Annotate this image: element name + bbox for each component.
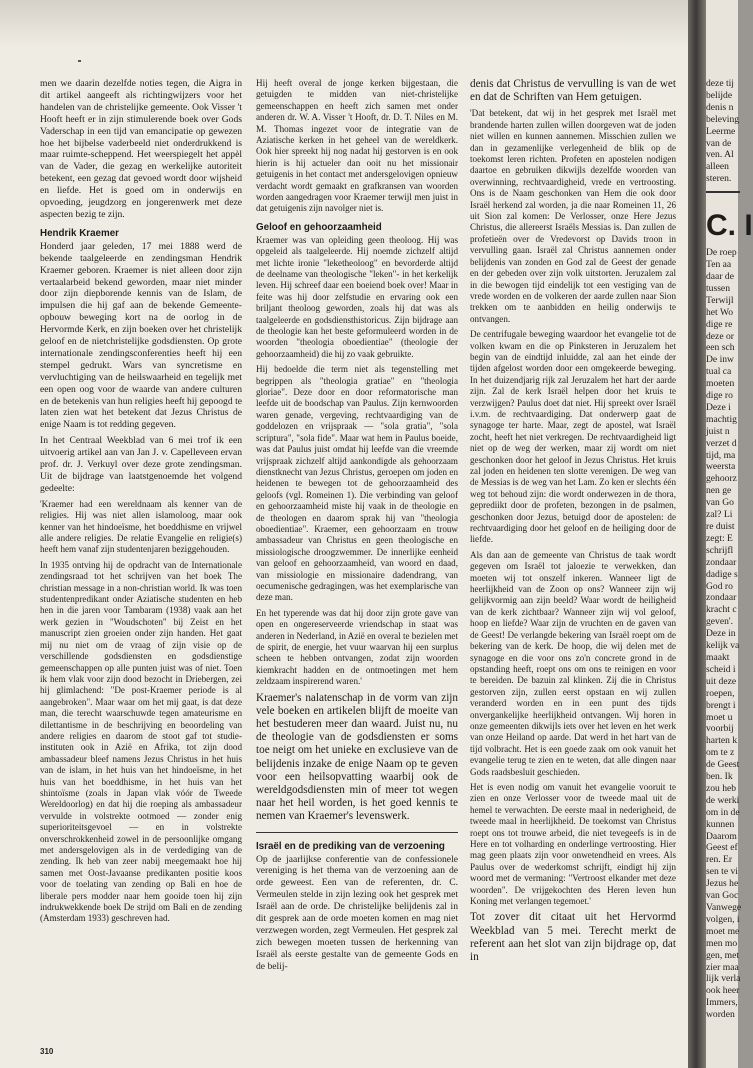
next-page-column — [706, 78, 753, 1046]
next-page-fragment: het Wo — [706, 306, 734, 318]
next-page-fragment: Ten aa — [706, 259, 732, 271]
quote-paragraph: En het typerende was dat hij door zijn grote gave van open en ongereserveerde vriendschap in staat was anderen in Nederland, in Azië en overal te bezielen met de spirit, de energie, het vuur waarvan hij een surplus scheen te hebben ontvangen, zodat zijn woorden kiemkracht hadden en de ontmoetingen met hem zeldzaam inspirerend waren.' — [256, 607, 458, 687]
next-page-fragment: zier maa — [706, 961, 739, 973]
next-page-divider — [706, 191, 740, 193]
next-page-fragment: van Go — [706, 497, 734, 509]
paragraph: In het Centraal Weekblad van 6 mei trof ik een uitvoerig artikel aan van Jan J. v. Capelleveen ervan prof. dr. J. Verkuyl over deze grote zendingsman. Uit de bijdrage van laatstgenoemde het volgend gedeelte: — [40, 435, 242, 494]
next-page-fragment: alleen — [706, 161, 729, 173]
next-page-fragment: zal? Li — [706, 509, 733, 521]
column-1 — [40, 78, 242, 1046]
next-page-fragment: roepen, — [706, 687, 735, 699]
next-page-fragment: re duist — [706, 521, 735, 532]
next-page-fragment: worden — [706, 1009, 735, 1021]
next-page-fragment: tual ca — [706, 366, 732, 378]
next-page-fragment: moet u — [706, 711, 733, 723]
next-page-fragment: tijd, ma — [706, 449, 736, 461]
page-number: 310 — [40, 1047, 54, 1056]
next-page-fragment: zondaar — [706, 592, 737, 604]
next-page-fragment: brengt i — [706, 699, 736, 711]
next-page-fragment: maakt — [706, 651, 730, 663]
next-page-fragment: scheid i — [706, 663, 736, 675]
next-page-fragment: volgen, i — [706, 913, 740, 925]
next-page-fragment: God ro — [706, 580, 733, 592]
next-page-fragment: Daarom — [706, 830, 737, 842]
next-page-fragment: dige re — [706, 318, 733, 330]
next-page-fragment: deze or — [706, 330, 734, 342]
next-page-fragment: om in de — [706, 806, 740, 818]
next-page-fragment: De roep — [706, 247, 737, 259]
next-page-fragment: steren. — [706, 173, 732, 185]
next-page-fragment: Vanwege — [706, 902, 742, 913]
next-page-fragment: tussen — [706, 282, 730, 294]
next-page-fragment: kunnen — [706, 818, 735, 830]
next-page-fragment: machtig — [706, 413, 737, 425]
quote-paragraph: Als dan aan de gemeente van Christus de taak wordt gegeven om Israël tot jaloezie te verwekken, dan moeten wij tot onszelf inkeren. Wanneer ligt de heerlijkheid van de Zoon op ons? Wanneer zijn wij gelijkvormig aan zijn beeld? Waar wordt de heiligheid van de kerk zichtbaar? Wanneer zijn wij vol geloof, hoop en liefde? Waar zijn de vruchten en de gaven van de Geest! De verlangde bekering van Israël roept om de bekering van de kerk. De hoop, die wij delen met de synagoge en die voor ons zo'n concrete grond in de opstanding heeft, roept ons om ons te reinigen en voor te bereiden. De bazuin zal klinken. Zij die in Christus gestorven zijn, zullen eerst opstaan en wij zullen veranderd worden en in een punt des tijds onvergankelijke heerlijkheid ontvangen. Wij horen in onze gemeenten dikwijls iets over het leven en het werk van onze Heiland op aarde. Dat werd in het hart van de tijd volbracht. Het is een goede zaak om ook vanuit het evangelie terug te zien en te weten, dat alle dingen naar Gods raadsbesluit geschieden. — [470, 549, 676, 777]
next-page-fragment: beleving — [706, 113, 740, 125]
quote-paragraph: Hij bedoelde die term niet als tegenstelling met begrippen als "theologia gratiae" en "theologia gloriae". Deze door en door reformatorische man leefde uit de boodschap van Paulus. Zijn kernwoorden waren genade, vergeving, rechtvaardiging van de goddelozen en vrijspraak — "sola gratia", "sola scriptura", "sola fide". Maar wat hem in Paulus boeide, was dat Paulus juist omdat hij leefde van die vreemde vrijspraak zichzelf altijd aankondigde als gehoorzaam dienstknecht van Jezus Christus, geroepen om joden en heidenen te bewegen tot de gehoorzaamheid des geloofs (vgl. Romeinen 1). Die verbinding van geloof en gehoorzaamheid miste hij vaak in de theologie en de theologen en daarom sprak hij van "theologia oboedientiae". Kraemer, een gehoorzaam en trouw ambassadeur van Christus en geen theologische en missiologische droogzwemmer. De innerlijke eenheid van geloof en gehoorzaamheid, van woord en daad, van missiologie en missionaire dadendrang, van oecumenische gedragingen, was het exemplarische van deze man. — [256, 364, 458, 603]
paragraph: Kraemer's nalatenschap in de vorm van zijn vele boeken en artikelen blijft de moeite van het bestuderen meer dan waard. Juist nu, nu de theologie van de godsdiensten er soms toe neigt om het unieke en exclusieve van de belijdenis inzake de enige Naam op te geven voor een heilsopvatting waarbij ook de wereldgodsdiensten min of meer tot wegen naar het heil worden, is het goed kennis te nemen van Kraemer's levenswerk. — [256, 691, 458, 823]
next-page-fragment: harten k — [706, 735, 738, 747]
next-page-fragment: ven. Al — [706, 149, 734, 161]
next-page-fragment: van Goc — [706, 890, 739, 902]
next-page-fragment: denis n — [706, 101, 734, 113]
next-page-fragment: juist n — [706, 425, 730, 437]
next-page-fragment: dige ro — [706, 390, 733, 402]
next-page-fragment: dadige s — [706, 568, 738, 580]
next-page-fragment: nen ge — [706, 485, 732, 497]
page-top-shade — [0, 0, 690, 48]
next-page-fragment: om te z — [706, 747, 735, 759]
next-page-fragment: gehoorz — [706, 473, 737, 485]
next-page-fragment: lijk verla — [706, 973, 741, 985]
next-page-fragment: ren. Er — [706, 854, 733, 866]
section-heading: Israël en de prediking van de verzoening — [256, 840, 445, 852]
next-page-fragment: deze tij — [706, 78, 734, 89]
next-page-fragment: Deze in — [706, 628, 736, 640]
next-page-fragment: kelijk va — [706, 640, 740, 652]
paragraph: denis dat Christus de vervulling is van de wet en dat de Schriften van Hem getuigen. — [470, 78, 676, 104]
section-divider — [256, 832, 458, 833]
quote-paragraph: 'Dat betekent, dat wij in het gesprek met Israël met brandende harten zullen willen doorgeven wat de joden niet willen en kunnen aannemen. Misschien zullen we dan in gezamenlijke verlegenheid de blik op de toekomst leren richten. Profeten en apostelen nodigen daartoe en gebruiken dikwijls dezelfde woorden van overwinning, rechtvaardigheid, vrede en vertroosting. Ons is de Naam geschonken van Hem die ook door Israël herkend zal worden, ja die naar Romeinen 11, 26 uit Sion zal komen: De Verlosser, onze Here Jezus Christus, die allereerst Israëls Messias is. Dan zullen de profetieën over de Vredevorst op Davids troon in vervulling gaan. Israël zal Christus aannemen onder belijdenis van zonden en God zal de Geest der genade en der gebeden over zijn volk uitstorten. Jeruzalem zal in die bewogen tijd eindelijk tot een vestiging van de vrede worden en de volkeren der aarde zullen naar Sion trekken om te aanbidden en heilig onderwijs te ontvangen. — [470, 108, 676, 324]
paragraph: Tot zover dit citaat uit het Hervormd Weekblad van 5 mei. Terecht merkt de referent aan het slot van zijn bijdrage op, dat in — [470, 911, 676, 964]
next-page-fragment: Immers, — [706, 997, 738, 1009]
next-page-fragment: ben. Ik — [706, 771, 733, 783]
next-page-fragment: moet me — [706, 925, 740, 937]
speck-mark — [78, 60, 81, 62]
paragraph: men we daarin dezelfde noties tegen, die Aigra in dit artikel aangeeft als richtingwijzers voor het handelen van de christelijke gemeente. Ook Visser 't Hooft heeft er in zijn stimulerende boek over Gods Vaderschap in een tijd van emancipatie op gewezen hoe het bijbelse vaderbeeld niet onderdrukkend is maar ruimte-scheppend. Het weerspiegelt het appèl van de Vader, die gezag en werkelijke autoriteit betekent, een gezag dat gevoed wordt door wijsheid en liefde. Het is goed om in onderwijs en opvoeding, jeugdzorg en jongerenwerk met deze aspecten bezig te zijn. — [40, 78, 242, 220]
quote-paragraph: Kraemer was van opleiding geen theoloog. Hij was opgeleid als taalgeleerde. Hij noemde zichzelf altijd met lichte ironie "leketheoloog" en bevorderde altijd de deelname van theologische "leken"- in het kerkelijk leven. Hij schreef daar een boeiend boek over! Maar in feite was hij door zelfstudie en ervaring ook een briljant theoloog geworden, zoals hij dat was als taalgeleerde en godsdiensthistoricus. Zijn bijdrage aan de theologie kan het beste geformuleerd worden in de woorden "theologia oboedientiae" (theologie der gehoorzaamheid) die hij zo vaak gebruikte. — [256, 234, 458, 359]
next-page-fragment: verzet d — [706, 437, 737, 449]
next-page-fragment: weersta — [706, 461, 736, 473]
next-page-fragment: ook heer — [706, 985, 740, 997]
next-page-fragment: Geest ef — [706, 842, 738, 854]
section-heading: Geloof en gehoorzaamheid — [256, 221, 382, 233]
next-page-fragment: men mo — [706, 937, 738, 949]
next-page-edge — [706, 0, 753, 1068]
next-page-heading: C. I — [706, 209, 753, 243]
next-page-fragment: van de — [706, 137, 732, 149]
quote-paragraph: 'Kraemer had een wereldnaam als kenner van de religies. Hij was niet allen islamoloog, maar ook kenner van het hindoeïsme, het boeddhisme en vrijwel alle andere religies. De relatie Evangelie en religie(s) heeft hem vanaf zijn studentenjaren beziggehouden. — [40, 498, 242, 555]
next-page-fragment: zegt: E — [706, 532, 733, 544]
next-page-fragment: zondaar — [706, 556, 737, 568]
quote-paragraph: De centrifugale beweging waardoor het evangelie tot de volken kwam en die op Pinksteren in Jeruzalem het begin van de eindtijd inluidde, zal aan het einde der tijden afgelost worden door een omgekeerde beweging. In het duizendjarig rijk zal Jeruzalem het hart der aarde zijn. Zal de kerk Israël helpen door het kruis te verzwijgen? Paulus doet dat niet. Hij spreekt over Israël i.v.m. de rechtvaardiging. Dat onderwerp gaat de synagoge ter harte. Maar, zegt de apostel, wat Israël zocht, heeft het niet verkregen. De rechtvaardigheid ligt niet op de weg der werken, maar zij wordt om niet geschonken door het geloof in Jezus Christus. Het kruis zal joden en heidenen ten slotte verenigen. De weg van de Messias is de weg van het Lam. Zo ken er slechts één weg tot behoud zijn: die wordt onderwezen in de thora, geprediikt door de profeten, bezongen in de psalmen, geschonken door Jezus, betuigd door de apostelen: de rechtvaardiging door het geloof en de heiliging door de liefde. — [470, 329, 676, 545]
next-page-fragment: schrijfl — [706, 544, 734, 556]
next-page-fragment: De inw — [706, 354, 734, 366]
next-page-fragment: de werki — [706, 794, 740, 806]
next-page-fragment: de Geest — [706, 759, 740, 771]
next-page-fragment: sen te vi — [706, 866, 738, 878]
next-page-fragment: daar de — [706, 270, 734, 282]
column-2 — [256, 78, 458, 1046]
paragraph: Honderd jaar geleden, 17 mei 1888 werd de bekende taalgeleerde en zendingsman Hendrik Kraemer geboren. Kraemer is niet alleen door zijn vertaalarbeid bekend geworden, maar niet minder door zijn diepborende kennis van de Islam, de impulsen die hij gaf aan de bekende Gemeente-opbouw beweging kort na de oorlog in de Hervormde Kerk, en zijn boeken over het christelijk geloof en de nietchristelijke godsdiensten. Op grote internationale zendingsconferenties heeft hij een stempel gedrukt. Wars van syncretisme en vervluchtiging van de heilswaarheid en tegelijk met een open oog voor de waarde van andere culturen en de betekenis van hun religies heeft hij gepoogd te laten zien wat het betekent dat Jezus Christus de enige Naam is tot redding gegeven. — [40, 240, 242, 431]
next-page-fragment: uit deze — [706, 675, 737, 687]
next-page-fragment: een sch — [706, 342, 735, 354]
next-page-fragment: zou heb — [706, 782, 737, 794]
next-page-fragment: geven'. — [706, 616, 734, 628]
next-page-fragment: Leerme — [706, 125, 736, 137]
next-page-fragment: voorbij — [706, 723, 734, 735]
next-page-fragment: moeten — [706, 378, 735, 390]
next-page-fragment: Deze i — [706, 401, 731, 413]
paragraph: Op de jaarlijkse conferentie van de confessionele vereniging is het thema van de verzoening aan de orde geweest. Een van de referenten, dr. C. Vermeulen stelde in zijn lezing ook het gesprek met Israël aan de orde. De christelijke belijdenis zal in dit gesprek aan de orde moeten komen en mag niet verzwegen worden, zegt Vermeulen. Het gesprek zal zich bewegen moeten tussen de herkenning van Israël als eerste gestalte van de gemeente Gods en de belij- — [256, 853, 458, 972]
book-spine — [688, 0, 706, 1068]
next-page-fragment: kracht c — [706, 604, 737, 616]
next-page-fragment: Terwijl — [706, 294, 734, 306]
section-heading: Hendrik Kraemer — [40, 227, 119, 239]
quote-paragraph: Het is even nodig om vanuit het evangelie vooruit te zien en onze Verlosser voor de tweede maal uit de hemel te verwachten. De eerste maal in nederigheid, de tweede maal in heerlijkheid. De toekomst van Christus roept ons tot trouwe arbeid, die niet tevegeefs is in de Here en tot volharding en onderlinge vertroosting. Hier mag geen plaats zijn voor onwetendheid en vrees. Als Paulus over de wederkomst schrijft, eindigt hij zijn woord met de vermaning: "Vertroost elkander met deze woorden". De vrijgekochten des Heren leven hun Koning met verlangen tegemoet.' — [470, 781, 676, 907]
next-page-fragment: Jezus he — [706, 878, 739, 890]
quote-paragraph: Hij heeft overal de jonge kerken bijgestaan, die getuigden te midden van niet-christelijke gemeenschappen en heeft zich samen met onder anderen dr. W. A. Visser 't Hooft, dr. D. T. Niles en M. M. Thomas ingezet voor de integratie van de Aziatische kerken in het geheel van de wereldkerk. Ook hier spreekt hij nog nadat hij gestorven is en ook hierin is hij actueler dan ooit nu het missionair getuigenis in het contact met andersgelovigen opnieuw verdacht wordt gemaakt en grafkransen van woorden worden aangedragen voor Kraemer terwijl men juist in dat getuigenis zijn navolger niet is. — [256, 78, 458, 214]
column-3 — [470, 78, 676, 1046]
next-page-fragment: gen, met — [706, 949, 740, 961]
next-page-fragment: belijde — [706, 89, 733, 101]
quote-paragraph: In 1935 ontving hij de opdracht van de Internationale zendingsraad tot het schrijven van het boek The christian message in a non-christian world. Ik was toen studentenpredikant onder Aziatische studenten en heb hen in die jaren voor Tambaram (1938) vaak aan het werk gezien in "Woudschoten" bij Zeist en het manuscript zien groeien onder zijn handen. Het gaat mij nu niet om de vraag of zijn visie op de verschillende godsdiensten en godsdienstige gemeenschappen op alle punten juist was of niet. Toen ik hem vlak voor zijn dood bezocht in Driebergen, zei hij glimlachend: "De post-Kraemer periode is al aangebroken". Maar waar om het mij gaat, is dat deze man, die terecht waarschuwde tegen amateurisme en dilettantisme in de beschrijving en beoordeling van andere religies en daarom de stoot gaf tot studie-instituten ook in Azië en Afrika, tot zijn dood ambassadeur bleef namens Jezus Christus in het huis van de islam, in het huis van het hindoeïsme, in het huis van het boeddhisme, in het huis van het shintoïsme (zoals in Japan vlak vóór de Tweede Wereldoorlog) en dat hij die roeping als ambassadeur vervulde in volstrekte ootmoed — zonder enig superioriteitsgevoel — en in volstrekte onverschrokkenheid zowel in de persoonlijke omgang met andersgelovigen als in de verdediging van de zending. Ik heb van zeer nabij meegemaakt hoe hij samen met Oost-Javaanse predikanten positie koos voor de toelating van zending op Bali en hoe de liberale pers modder naar hem gooide toen hij zijn indrukwekkende boek De strijd om Bali en de zending (Amsterdam 1933) geschreven had. — [40, 559, 242, 924]
